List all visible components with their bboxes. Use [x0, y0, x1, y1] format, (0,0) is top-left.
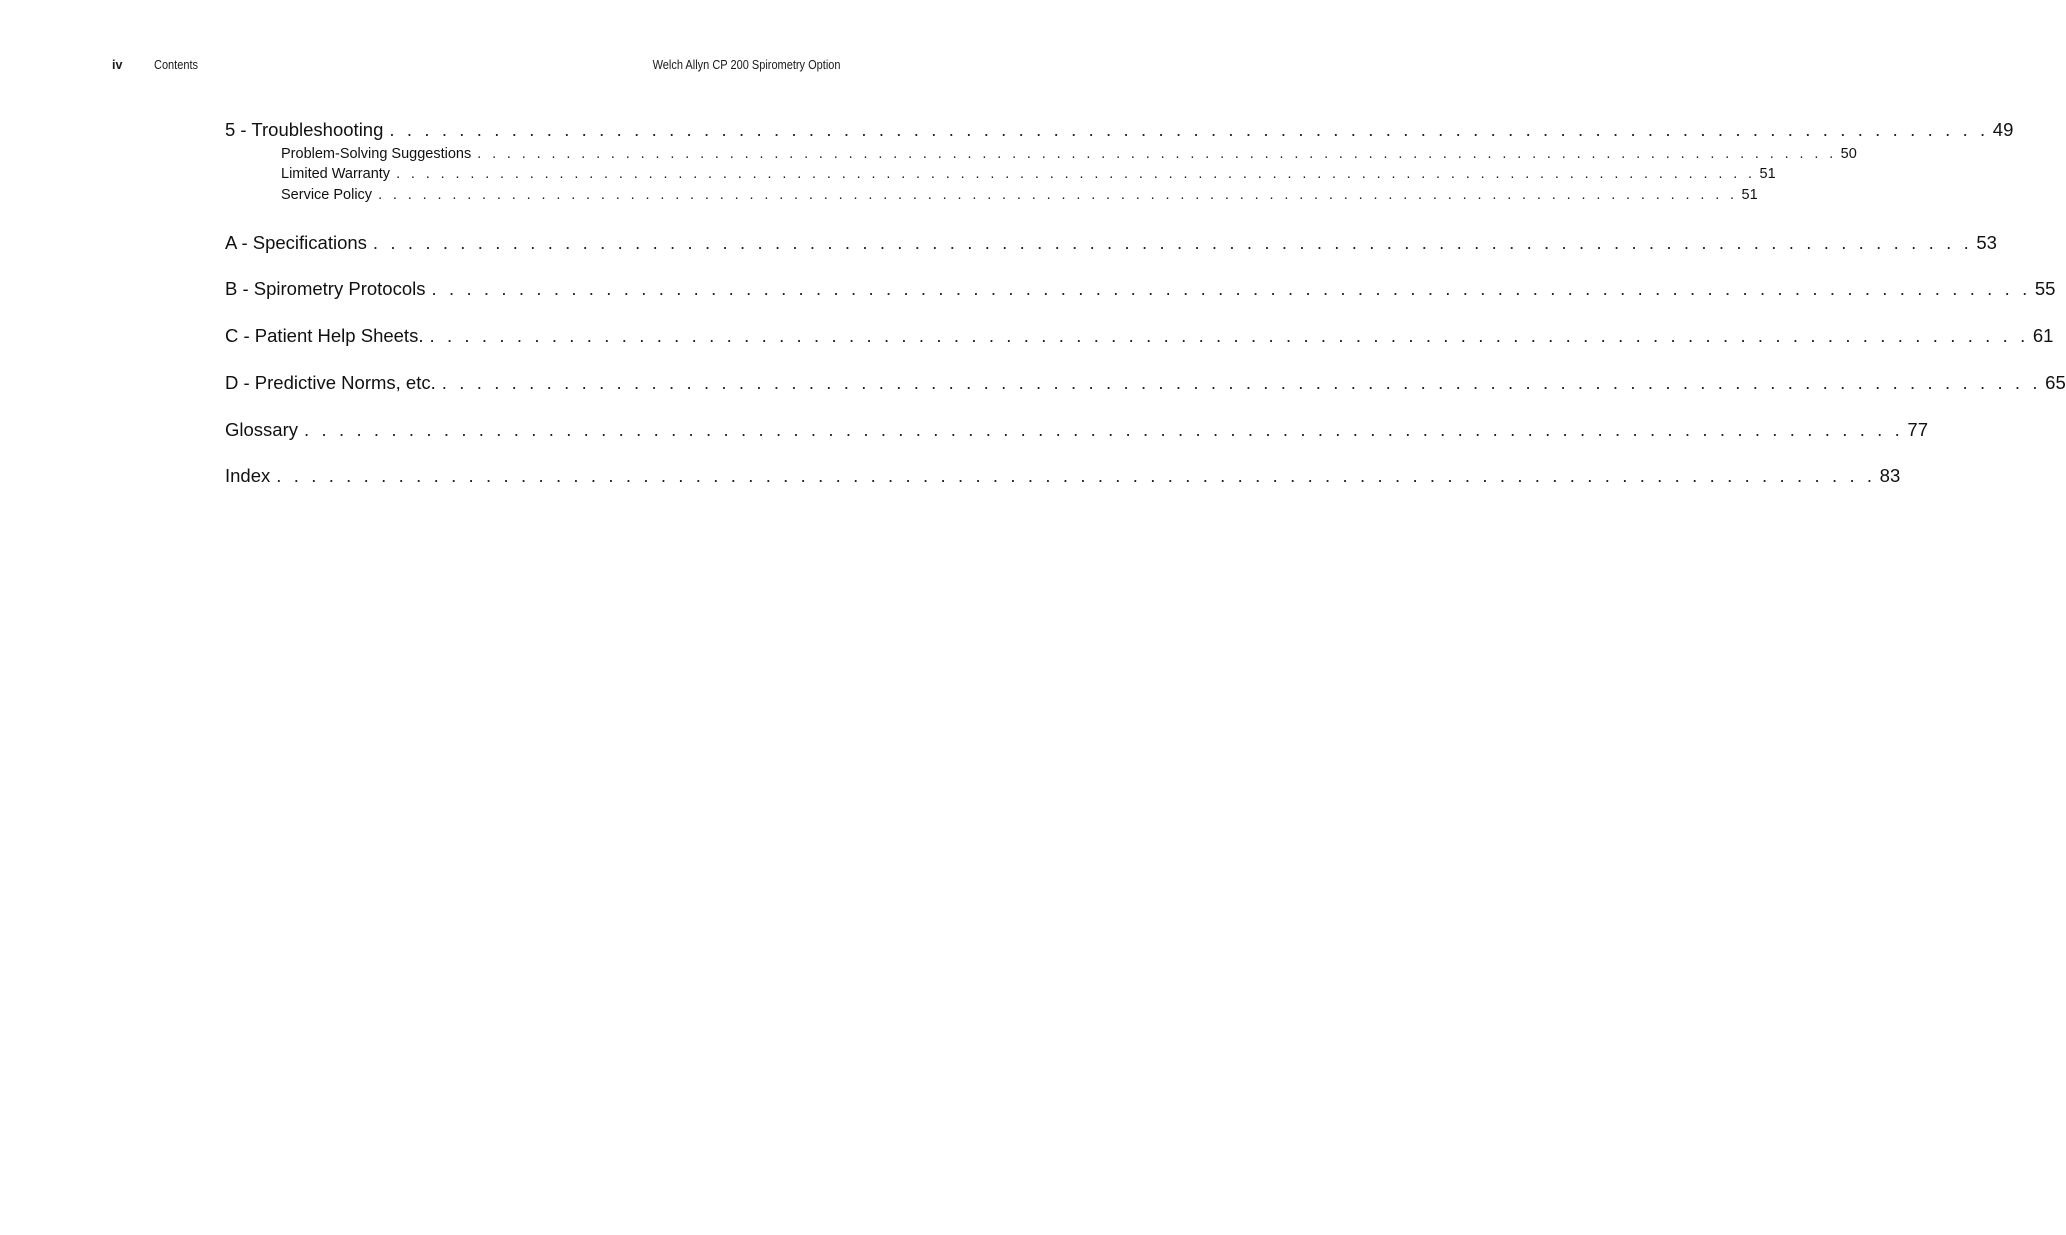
- toc-subentry-service-policy[interactable]: [281, 187, 1758, 207]
- toc-dot-leader: . . . . . . . . . . . . . . . . . . . . . . . . . . . . . . . . . . . . . . . . . . . . . . . . . . . . . . . . . . . . . . . . . . . . . . . . . . . . . . . . . . . . . . . . . . . .: [304, 419, 1904, 440]
- toc-entry-label: A - Specifications: [225, 232, 367, 253]
- toc-dot-leader: . . . . . . . . . . . . . . . . . . . . . . . . . . . . . . . . . . . . . . . . . . . . . . . . . . . . . . . . . . . . . . . . . . . . . . . . . . . . . . . . . . . . . . . . . . . .: [378, 187, 1738, 203]
- toc-subentry-page: 50: [1840, 146, 1857, 162]
- toc-entry-label: Glossary: [225, 419, 298, 440]
- toc-dot-leader: . . . . . . . . . . . . . . . . . . . . . . . . . . . . . . . . . . . . . . . . . . . . . . . . . . . . . . . . . . . . . . . . . . . . . . . . . . . . . . . . . . . . . . . . . . . .: [396, 166, 1756, 182]
- toc-entry-label: D - Predictive Norms, etc.: [225, 372, 436, 393]
- toc-entry-page: 55: [2034, 278, 2056, 299]
- toc-entry-page: 61: [2032, 325, 2054, 346]
- toc-dot-leader: . . . . . . . . . . . . . . . . . . . . . . . . . . . . . . . . . . . . . . . . . . . . . . . . . . . . . . . . . . . . . . . . . . . . . . . . . . . . . . . . . . . . . . . . . . . .: [389, 119, 1989, 140]
- toc-entry-label: C - Patient Help Sheets.: [225, 325, 424, 346]
- toc-subentry-limited-warranty[interactable]: [281, 166, 1776, 186]
- document-title: Welch Allyn CP 200 Spirometry Option: [653, 58, 841, 72]
- toc-subentry-label: Limited Warranty: [281, 166, 391, 182]
- toc-dot-leader: . . . . . . . . . . . . . . . . . . . . . . . . . . . . . . . . . . . . . . . . . . . . . . . . . . . . . . . . . . . . . . . . . . . . . . . . . . . . . . . . . . . . . . . . . . . .: [429, 325, 2029, 346]
- toc-entry-specifications[interactable]: [225, 232, 1997, 258]
- toc-entry-label: 5 - Troubleshooting: [225, 119, 384, 140]
- toc-dot-leader: . . . . . . . . . . . . . . . . . . . . . . . . . . . . . . . . . . . . . . . . . . . . . . . . . . . . . . . . . . . . . . . . . . . . . . . . . . . . . . . . . . . . . . . . . . . .: [372, 232, 1973, 253]
- toc-entry-patient-help-sheets[interactable]: [225, 325, 2054, 351]
- toc-dot-leader: . . . . . . . . . . . . . . . . . . . . . . . . . . . . . . . . . . . . . . . . . . . . . . . . . . . . . . . . . . . . . . . . . . . . . . . . . . . . . . . . . . . . . . . . . . . .: [276, 465, 1876, 486]
- section-name: Contents: [154, 58, 199, 72]
- toc-entry-glossary[interactable]: [225, 419, 1928, 445]
- toc-dot-leader: . . . . . . . . . . . . . . . . . . . . . . . . . . . . . . . . . . . . . . . . . . . . . . . . . . . . . . . . . . . . . . . . . . . . . . . . . . . . . . . . . . . . . . . . . . . .: [477, 146, 1837, 162]
- toc-entry-page: 49: [1992, 119, 2014, 140]
- toc-entry-troubleshooting[interactable]: [225, 119, 2014, 145]
- toc-subentry-label: Problem-Solving Suggestions: [281, 146, 472, 162]
- toc-entry-label: Index: [225, 465, 271, 486]
- page-number: iv: [112, 58, 123, 72]
- toc-entry-page: 77: [1907, 419, 1928, 440]
- toc-dot-leader: . . . . . . . . . . . . . . . . . . . . . . . . . . . . . . . . . . . . . . . . . . . . . . . . . . . . . . . . . . . . . . . . . . . . . . . . . . . . . . . . . . . . . . . . . . . .: [431, 278, 2031, 299]
- toc-entry-page: 53: [1976, 232, 1997, 253]
- toc-subentry-problem-solving[interactable]: [281, 146, 1857, 166]
- toc-entry-label: B - Spirometry Protocols: [225, 278, 426, 299]
- toc-entry-spirometry-protocols[interactable]: [225, 278, 2056, 304]
- toc-entry-predictive-norms[interactable]: [225, 372, 2066, 398]
- toc-subentry-page: 51: [1759, 166, 1776, 182]
- running-header: [112, 58, 841, 78]
- toc-subentry-label: Service Policy: [281, 187, 373, 203]
- toc-entry-page: 83: [1879, 465, 1901, 486]
- toc-dot-leader: . . . . . . . . . . . . . . . . . . . . . . . . . . . . . . . . . . . . . . . . . . . . . . . . . . . . . . . . . . . . . . . . . . . . . . . . . . . . . . . . . . . . . . . . . . . .: [441, 372, 2042, 393]
- toc-entry-page: 65: [2045, 372, 2066, 393]
- toc-entry-index[interactable]: [225, 465, 1901, 491]
- toc-subentry-page: 51: [1741, 187, 1758, 203]
